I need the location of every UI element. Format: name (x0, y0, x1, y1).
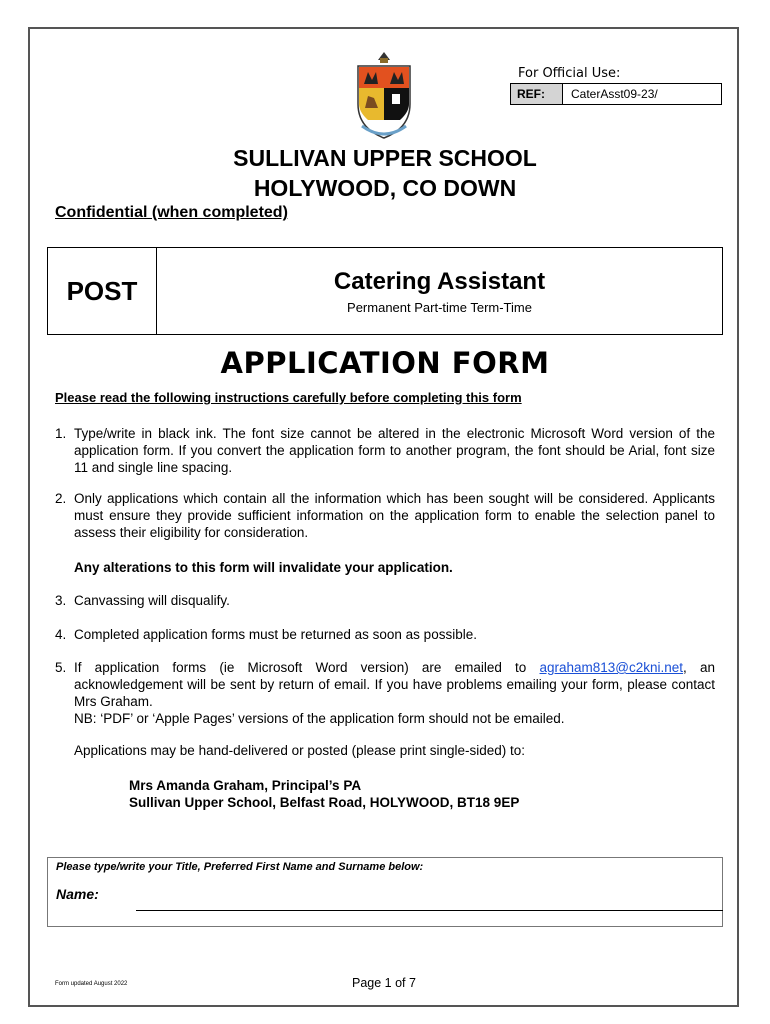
item-number: 1. (55, 426, 67, 441)
form-updated-note: Form updated August 2022 (55, 981, 128, 987)
post-title: Catering Assistant (333, 268, 546, 295)
item-text (74, 659, 715, 710)
school-name: SULLIVAN UPPER SCHOOL (233, 145, 537, 171)
alterations-warning (55, 559, 715, 576)
post-info (157, 248, 722, 334)
list-item (55, 592, 715, 609)
ref-value: CaterAsst09-23/ (571, 87, 658, 101)
item-number: 3. (55, 593, 67, 608)
form-title: APPLICATION FORM (220, 346, 550, 380)
page-number: Page 1 of 7 (352, 976, 416, 990)
item-text-after: , an acknowledgement will be sent by return of email. If you have problems emailing your form, please contact Mrs Graham. (74, 660, 715, 709)
list-item (55, 425, 715, 476)
post-label: POST (48, 248, 157, 334)
name-box (47, 857, 723, 927)
delivery-text: Applications may be hand-delivered or posted (please print single-sided) to: (74, 743, 526, 758)
ref-key: REF: (511, 84, 563, 104)
item-text: Only applications which contain all the information which has been sought will be considered. Applicants must ensure they provide sufficient information on the application form to enable the selection panel to assess their eligibility for consideration. (74, 491, 715, 540)
email-link[interactable]: agraham813@c2kni.net (539, 660, 684, 675)
delivery-note (55, 742, 715, 759)
nb-note: NB: ‘PDF’ or ‘Apple Pages’ versions of the application form should not be emailed. (74, 711, 565, 726)
item-text: Type/write in black ink. The font size cannot be altered in the electronic Microsoft Word version of the application form. If you convert the application form to another program, the font should be Arial, font size 11 and single line spacing. (74, 426, 715, 475)
post-subtitle: Permanent Part-time Term-Time (347, 300, 532, 315)
item-number: 4. (55, 627, 67, 642)
official-use-label: For Official Use: (518, 66, 621, 81)
list-item (55, 626, 715, 643)
name-label: Name: (56, 886, 99, 902)
item-number: 2. (55, 491, 67, 506)
name-prompt: Please type/write your Title, Preferred First Name and Surname below: (56, 861, 424, 873)
address-line-1: Mrs Amanda Graham, Principal’s PA (129, 778, 362, 793)
official-use-box (510, 64, 722, 105)
list-item (55, 659, 715, 727)
alterations-warning-text: Any alterations to this form will invalidate your application. (74, 560, 453, 575)
post-box (47, 247, 723, 335)
school-location: HOLYWOOD, CO DOWN (253, 175, 517, 201)
item-number: 5. (55, 660, 67, 675)
name-input-line[interactable] (136, 910, 723, 911)
instructions-heading: Please read the following instructions carefully before completing this form (55, 390, 522, 405)
item-text-before: If application forms (ie Microsoft Word version) are emailed to (74, 660, 540, 675)
item-text: Canvassing will disqualify. (74, 593, 230, 608)
ref-table (510, 83, 722, 105)
address-block (55, 777, 715, 811)
school-crest-icon (350, 50, 418, 142)
confidential-note: Confidential (when completed) (55, 204, 288, 221)
item-text: Completed application forms must be returned as soon as possible. (74, 627, 477, 642)
address-line-2: Sullivan Upper School, Belfast Road, HOLYWOOD, BT18 9EP (129, 795, 520, 810)
list-item (55, 490, 715, 541)
